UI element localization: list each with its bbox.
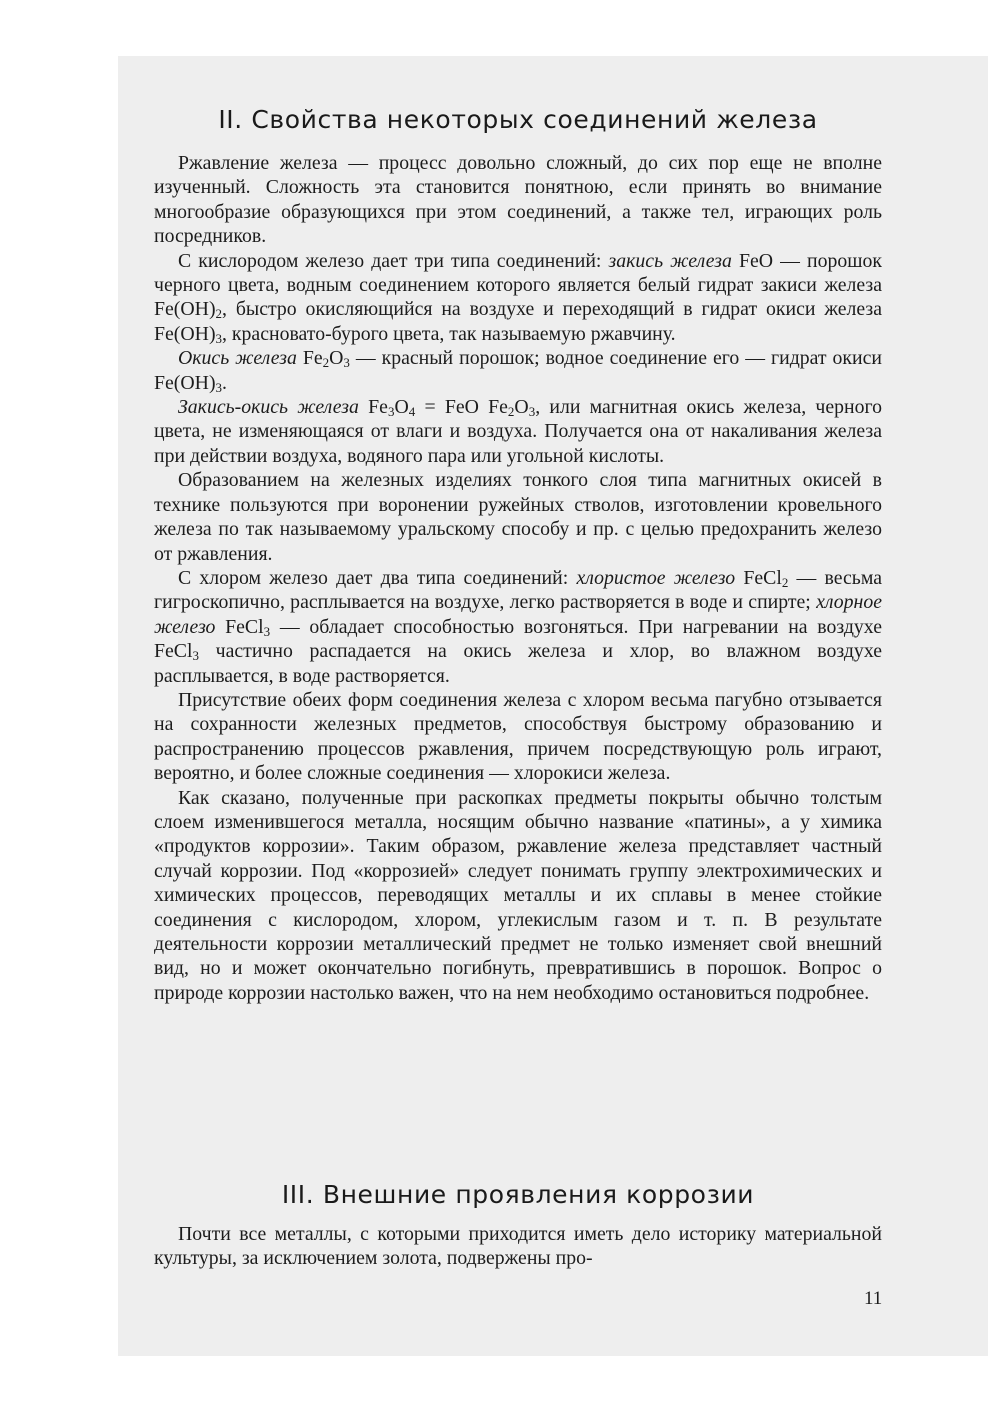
section-body-properties: [154, 151, 882, 1005]
paragraph-corrosion-definition: Как сказано, полученные при раскопках предметы покрыты обычно толстым слоем изменившегося металла, носящим обычно название «патины», а у химика «продуктов коррозии». Таким образом, ржавление железа представляет частный случай коррозии. Под «коррозией» следует понимать группу электрохимических и химических процессов, переводящих металлы и их сплавы в менее стойкие соединения с кислородом, хлором, углекислым газом и т. п. В результате деятельности коррозии металлический предмет не только изменяет свой внешний вид, но и может окончательно погибнуть, превратившись в порошок. Вопрос о природе коррозии настолько важен, что на нем необходимо остановиться подробнее.: [154, 786, 882, 1004]
paragraph-rusting: Ржавление железа — процесс довольно сложный, до сих пор еще не вполне изученный. Сложность эта становится понятною, если принять во внимание многообразие образующихся при этом соединений, а также тел, играющих роль посредников.: [154, 152, 882, 248]
paragraph-oxygen-compounds: С кислородом железо дает три типа соединений: закись железа FeO — порошок черного цвета, водным соединением которого является белый гидрат закиси железа $Fe(OH)_2$, быстро окисляющийся на воздухе и переходящий в гидрат окиси железа $Fe(OH)_3$, красновато-бурого цвета, так называемую ржавчину.: [154, 249, 882, 346]
section-heading-properties: II. Свойства некоторых соединений железа: [218, 105, 818, 134]
paragraph-ferric-oxide: Окись железа $Fe_2O_3$ — красный порошок; водное соединение его — гидрат окиси $Fe(OH)_3$.: [154, 347, 882, 395]
term-ferrous-chloride: хлористое железо: [576, 566, 736, 589]
section-heading-corrosion: III. Внешние проявления коррозии: [281, 1180, 755, 1209]
page-number: 11: [864, 1288, 883, 1309]
paragraph-chlorine-harm: Присутствие обеих форм соединения железа с хлором весьма пагубно отзывается на сохранности железных предметов, способствуя быстрому образованию и распространению процессов ржавления, причем посредствующую роль играют, вероятно, и более сложные соединения — хлорокиси железа.: [154, 688, 882, 785]
paragraph-magnetic-oxide: Закись-окись железа $Fe_3O_4$ = FeO $Fe_2O_3$, или магнитная окись железа, черного цвета, не изменяющаяся от влаги и воздуха. Получается она от накаливания железа при действии воздуха, водяного пара или угольной кислоты.: [154, 396, 883, 467]
term-ferric-oxide: Окись железа: [178, 347, 297, 370]
section-body-corrosion: [154, 1222, 882, 1271]
paragraph-bluing: Образованием на железных изделиях тонкого слоя типа магнитных окисей в технике пользуются при воронении ружейных стволов, изготовлении кровельного железа по так называемому уральскому способу и пр. с целью предохранить железо от ржавления.: [154, 469, 882, 565]
paragraph-metals: Почти все металлы, с которыми приходится иметь дело историку материальной культуры, за исключением золота, подвержены про-: [154, 1223, 882, 1270]
term-magnetic-oxide: Закись-окись железа: [178, 396, 359, 419]
paragraph-chlorine-compounds: С хлором железо дает два типа соединений: хлористое железо FeCl$_2$ — весьма гигроскопично, расплывается на воздухе, легко растворяется в воде и спирте; хлорное железо FeCl$_3$ — обладает способностью возгоняться. При нагревании на воздухе FeCl$_3$ частично распадается на окись железа и хлор, во влажном воздухе расплывается, в воде растворяется.: [154, 566, 882, 687]
term-ferrous-oxide: закись железа: [608, 249, 732, 272]
term-ferric-chloride: хлорное железо: [154, 591, 882, 638]
